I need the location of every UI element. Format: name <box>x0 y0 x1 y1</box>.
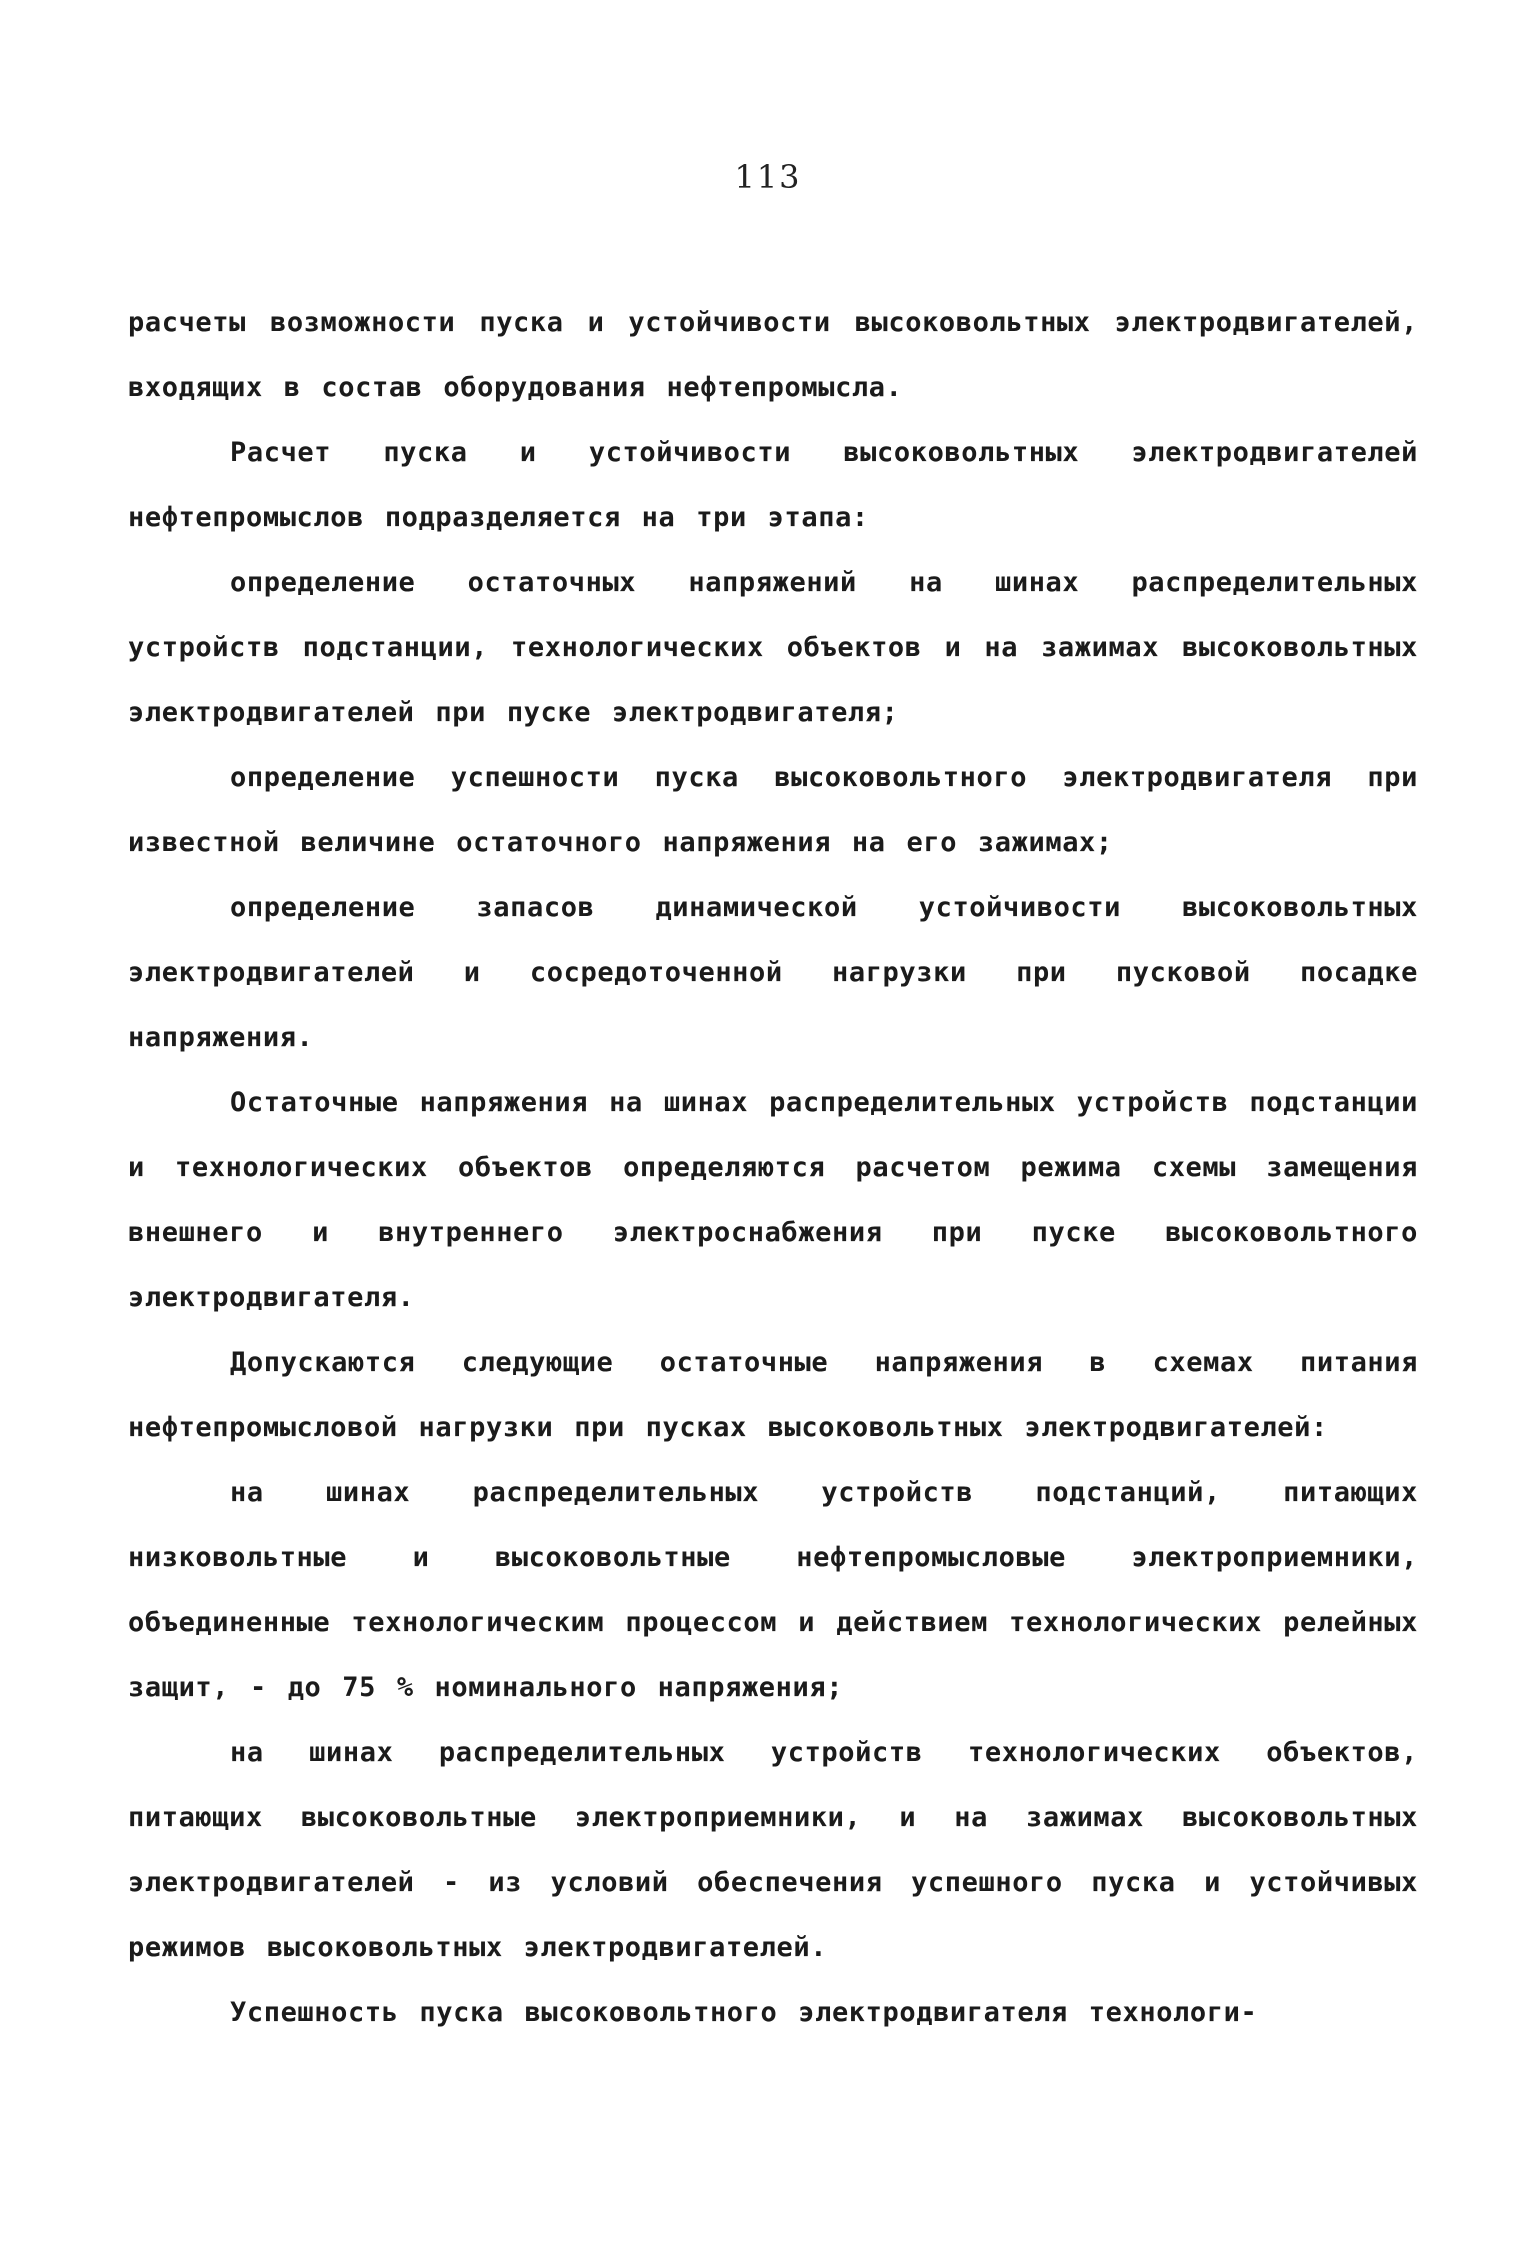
page-number: 113 <box>734 158 802 196</box>
paragraph-7: Допускаются следующие остаточные напряжения в схемах питания нефтепромысловой нагрузки при пусках высоковольтных электродвигателей: <box>128 1347 1418 1443</box>
paragraph-9: на шинах распределительных устройств технологических объектов, питающих высоковольтные электроприемники, и на зажимах высоковольтных электродвигателей - из условий обеспечения успешного пуска и устойчивых режимов высоковольтных электродвигателей. <box>128 1737 1418 1963</box>
paragraph-8: на шинах распределительных устройств подстанций, питающих низковольтные и высоковольтные нефтепромысловые электроприемники, объединенные технологическим процессом и действием технологических релейных защит, - до 75 % номинального напряжения; <box>128 1477 1418 1703</box>
body-text <box>128 290 1418 2045</box>
paragraph-5: определение запасов динамической устойчивости высоковольтных электродвигателей и сосредоточенной нагрузки при пусковой посадке напряжения. <box>128 892 1418 1053</box>
paragraph-4: определение успешности пуска высоковольтного электродвигателя при известной величине остаточного напряжения на его зажимах; <box>128 762 1418 858</box>
paragraph-2: Расчет пуска и устойчивости высоковольтных электродвигателей нефтепромыслов подразделяется на три этапа: <box>128 437 1418 533</box>
paragraph-1: расчеты возможности пуска и устойчивости высоковольтных электродвигателей, входящих в состав оборудования нефтепромысла. <box>128 307 1418 403</box>
paragraph-10: Успешность пуска высоковольтного электродвигателя технологи- <box>230 1997 1258 2028</box>
paragraph-6: Остаточные напряжения на шинах распределительных устройств подстанции и технологических объектов определяются расчетом режима схемы замещения внешнего и внутреннего электроснабжения при пуске высоковольтного электродвигателя. <box>128 1087 1418 1313</box>
paragraph-3: определение остаточных напряжений на шинах распределительных устройств подстанции, технологических объектов и на зажимах высоковольтных электродвигателей при пуске электродвигателя; <box>128 567 1418 728</box>
